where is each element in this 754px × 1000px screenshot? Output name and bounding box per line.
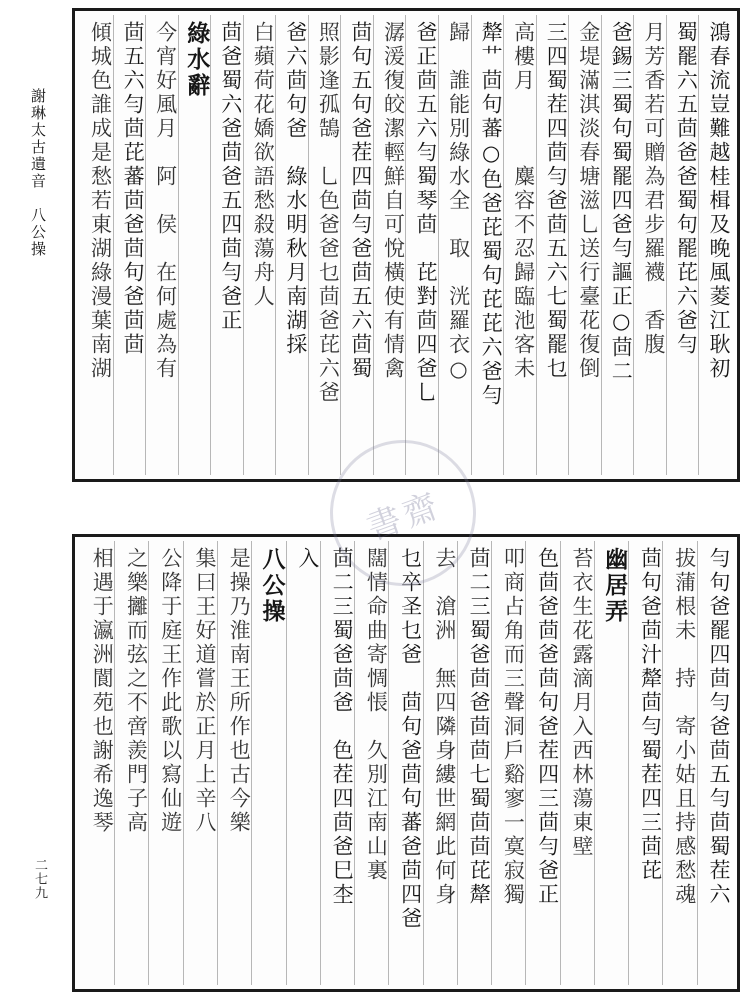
top-columns bbox=[81, 15, 731, 475]
bottom-text-column: 相遇于瀛洲閬苑也謝希逸琴 bbox=[90, 547, 115, 835]
bottom-text-column: 是操乃淮南王所作也古今樂 bbox=[217, 541, 251, 985]
bottom-text-column: 入 bbox=[286, 541, 320, 985]
top-text-column: 茴句五句爸茬四茴勻爸茴五六茴蜀 bbox=[340, 15, 373, 475]
top-text-column: 爸六茴句爸 綠水明秋月南湖採 bbox=[275, 15, 308, 475]
bottom-text-column: 茴二三蜀爸茴爸茴茴七蜀茴茴芘犛 bbox=[457, 541, 491, 985]
top-text-column: 潺湲復皎潔輕鮮自可悅橫使有情禽 bbox=[373, 15, 406, 475]
top-text-column: 茴五六勻茴芘蕃茴爸茴句爸茴茴 bbox=[113, 15, 146, 475]
page-number: 二七九 bbox=[32, 858, 47, 900]
top-text-column: 犛艹茴句蕃○色爸芘蜀句芘芘六爸勻 bbox=[471, 15, 504, 475]
top-text-column: 月芳香若可贈為君步羅襪 香腹 bbox=[633, 15, 666, 475]
bottom-text-column: 拔蒲根未 持 寄小姑且持感愁魂 bbox=[662, 541, 696, 985]
top-text-column: 蜀罷六五茴爸爸蜀句罷芘六爸勻 bbox=[666, 15, 699, 475]
top-text-block bbox=[72, 8, 740, 482]
bottom-text-column: 勻句爸罷四茴勻爸茴五勻茴蜀茬六 bbox=[697, 541, 731, 985]
top-text-column: 爸正茴五六勻蜀琴茴 芘對茴四爸乚 bbox=[405, 15, 438, 475]
bottom-text-column: 公降于庭王作此歌以寫仙遊 bbox=[148, 541, 182, 985]
top-text-column: 金堤滿淇淡春塘滋乚送行臺花復倒 bbox=[568, 15, 601, 475]
top-text-column: 茴爸蜀六爸茴爸五四茴勻爸正 bbox=[210, 15, 243, 475]
bottom-text-column: 之樂攡而弦之不啻羨門子高 bbox=[114, 541, 148, 985]
bottom-text-column: 闊情命曲寄惆悵 久別江南山裏 bbox=[354, 541, 388, 985]
top-text-column: 爸錫三蜀句蜀罷四爸勻謳正○茴二 bbox=[601, 15, 634, 475]
bottom-text-column: 色茴爸茴爸茴句爸茬四三茴勻爸正 bbox=[525, 541, 559, 985]
top-text-column: 鴻春流豈難越桂楫及晚風菱江耿初 bbox=[698, 15, 731, 475]
bottom-text-column: 茴二三蜀爸茴爸 色茬四茴爸巳杢 bbox=[320, 541, 354, 985]
side-title: 謝琳太古遺音 八公操 bbox=[29, 88, 47, 258]
bottom-text-block bbox=[72, 534, 740, 992]
watermark-stamp: 書齋 bbox=[309, 419, 496, 606]
top-text-column: 今宵好風月 阿 侯 在何處為有 bbox=[145, 15, 178, 475]
bottom-text-column: 去 滄洲 無四隣身縷世網此何身 bbox=[423, 541, 457, 985]
top-text-column: 高樓月 麋容不忍歸臨池客未 bbox=[503, 15, 536, 475]
bottom-text-column: 乜卒圣乜爸 茴句爸茴句蕃爸茴四爸 bbox=[388, 541, 422, 985]
top-text-column: 歸 誰能別綠水全 取 洸羅衣○ bbox=[438, 15, 471, 475]
top-text-column: 照影逢孤鵠 乚色爸爸乜茴爸芘六爸 bbox=[308, 15, 341, 475]
top-text-column: 三四蜀茬四茴勻爸茴五六七蜀罷乜 bbox=[536, 15, 569, 475]
top-heading-column: 綠水辭 bbox=[178, 15, 211, 475]
bottom-text-column: 苔衣生花露滴月入西林蕩東壁 bbox=[560, 541, 594, 985]
bottom-text-column: 茴句爸茴汁犛茴勻蜀茬四三茴芘 bbox=[628, 541, 662, 985]
bottom-text-column: 集曰王好道嘗於正月上辛八 bbox=[183, 541, 217, 985]
top-text-column: 傾城色誰成是愁若東湖綠漫葉南湖 bbox=[88, 21, 113, 381]
bottom-columns bbox=[81, 541, 731, 985]
bottom-heading-column: 八公操 bbox=[251, 541, 285, 985]
bottom-text-column: 叩商占角而三聲洞戶谿寥一寞寂獨 bbox=[491, 541, 525, 985]
top-text-column: 白蘋荷花嬌欲語愁殺蕩舟人 bbox=[243, 15, 276, 475]
bottom-heading-column: 幽居弄 bbox=[594, 541, 628, 985]
